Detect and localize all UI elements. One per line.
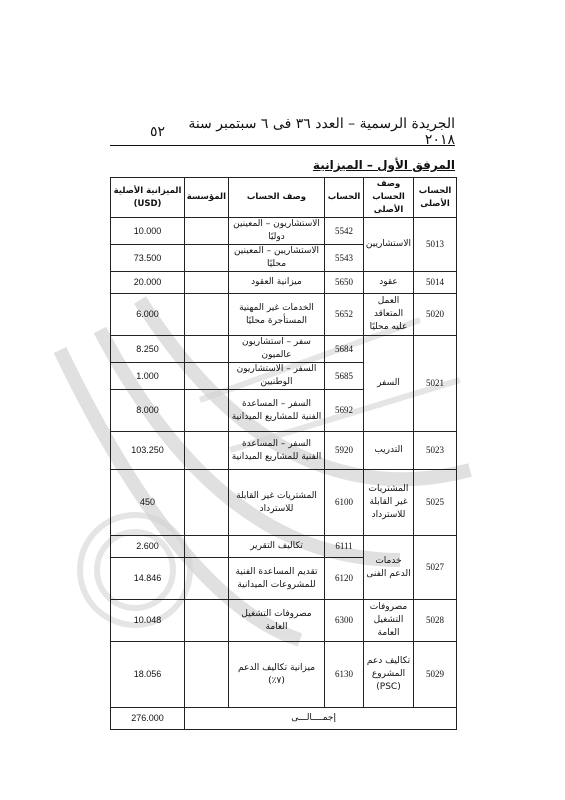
orig-account-cell: 5021 xyxy=(414,336,457,432)
header-institution: المؤسسة xyxy=(185,178,229,218)
orig-account-cell: 5025 xyxy=(414,470,457,536)
desc-cell: السفر – المساعدة الفنية للمشاريع الميدانية xyxy=(229,432,325,470)
account-cell: 5543 xyxy=(325,245,364,272)
total-label: إجمــــالـــى xyxy=(185,708,457,730)
total-row xyxy=(111,708,457,730)
orig-account-cell: 5014 xyxy=(414,272,457,294)
header-orig-desc: وصف الحساب الأصلى xyxy=(364,178,414,218)
table-row xyxy=(111,600,457,642)
account-cell: 5692 xyxy=(325,390,364,432)
budget-cell: 10.000 xyxy=(111,218,185,245)
institution-cell xyxy=(185,642,229,708)
institution-cell xyxy=(185,272,229,294)
table-row xyxy=(111,272,457,294)
orig-account-cell: 5020 xyxy=(414,294,457,336)
table-row xyxy=(111,470,457,536)
account-cell: 6300 xyxy=(325,600,364,642)
orig-desc-cell: التدريب xyxy=(364,432,414,470)
account-cell: 6100 xyxy=(325,470,364,536)
orig-desc-cell: عقود xyxy=(364,272,414,294)
institution-cell xyxy=(185,245,229,272)
header-desc: وصف الحساب xyxy=(229,178,325,218)
page-header xyxy=(150,116,455,148)
orig-desc-cell: السفر xyxy=(364,336,414,432)
institution-cell xyxy=(185,336,229,363)
account-cell: 6120 xyxy=(325,558,364,600)
desc-cell: المشتريات غير القابلة للاسترداد xyxy=(229,470,325,536)
account-cell: 5650 xyxy=(325,272,364,294)
institution-cell xyxy=(185,390,229,432)
orig-desc-cell: العمل المتعاقد عليه محليًا xyxy=(364,294,414,336)
orig-account-cell: 5029 xyxy=(414,642,457,708)
desc-cell: الاستشاريين – المعينين محليًا xyxy=(229,245,325,272)
account-cell: 6111 xyxy=(325,536,364,558)
budget-cell: 6.000 xyxy=(111,294,185,336)
budget-cell: 8.250 xyxy=(111,336,185,363)
desc-cell: سفر – استشاريون عالميون xyxy=(229,336,325,363)
orig-account-cell: 5027 xyxy=(414,536,457,600)
account-cell: 5652 xyxy=(325,294,364,336)
orig-desc-cell: المشتريات غير القابلة للاسترداد xyxy=(364,470,414,536)
orig-desc-cell: مصروفات التشغيل العامة xyxy=(364,600,414,642)
account-cell: 5685 xyxy=(325,363,364,390)
budget-cell: 2.600 xyxy=(111,536,185,558)
desc-cell: السفر – المساعدة الفنية للمشاريع الميدانية xyxy=(229,390,325,432)
budget-cell: 20.000 xyxy=(111,272,185,294)
budget-cell: 73.500 xyxy=(111,245,185,272)
page-number: ٥٢ xyxy=(150,124,166,140)
table-header-row xyxy=(111,178,457,218)
desc-cell: ميزانية تكاليف الدعم (٧٪) xyxy=(229,642,325,708)
budget-cell: 450 xyxy=(111,470,185,536)
institution-cell xyxy=(185,432,229,470)
orig-desc-cell: الاستشاريين xyxy=(364,218,414,272)
account-cell: 5542 xyxy=(325,218,364,245)
orig-account-cell: 5023 xyxy=(414,432,457,470)
header-orig-account: الحساب الأصلى xyxy=(414,178,457,218)
table-row xyxy=(111,536,457,558)
total-value: 276.000 xyxy=(111,708,185,730)
account-cell: 5920 xyxy=(325,432,364,470)
orig-account-cell: 5028 xyxy=(414,600,457,642)
institution-cell xyxy=(185,536,229,558)
budget-cell: 14.846 xyxy=(111,558,185,600)
institution-cell xyxy=(185,363,229,390)
table-row xyxy=(111,642,457,708)
institution-cell xyxy=(185,218,229,245)
budget-table xyxy=(110,177,457,730)
table-row xyxy=(111,218,457,245)
table-row xyxy=(111,336,457,363)
budget-cell: 103.250 xyxy=(111,432,185,470)
desc-cell: ميزانية العقود xyxy=(229,272,325,294)
institution-cell xyxy=(185,470,229,536)
header-budget: الميزانية الأصلية (USD) xyxy=(111,178,185,218)
institution-cell xyxy=(185,558,229,600)
table-row xyxy=(111,294,457,336)
desc-cell: مصروفات التشغيل العامة xyxy=(229,600,325,642)
orig-desc-cell: تكاليف دعم المشروع (PSC) xyxy=(364,642,414,708)
desc-cell: تقديم المساعدة الفنية للمشروعات الميدانية xyxy=(229,558,325,600)
budget-cell: 10.048 xyxy=(111,600,185,642)
section-title: المرفق الأول – الميزانية xyxy=(312,158,455,172)
header-account: الحساب xyxy=(325,178,364,218)
header-rule xyxy=(110,145,455,146)
desc-cell: الاستشاريون – المعينين دوليًا xyxy=(229,218,325,245)
account-cell: 6130 xyxy=(325,642,364,708)
gazette-title: الجريدة الرسمية – العدد ٣٦ فى ٦ سبتمبر سنة ٢٠١٨ xyxy=(188,116,455,148)
desc-cell: تكاليف التقرير xyxy=(229,536,325,558)
budget-cell: 18.056 xyxy=(111,642,185,708)
budget-cell: 8.000 xyxy=(111,390,185,432)
desc-cell: السفر – الاستشاريون الوطنيين xyxy=(229,363,325,390)
institution-cell xyxy=(185,600,229,642)
account-cell: 5684 xyxy=(325,336,364,363)
orig-desc-cell: خدمات الدعم الفنى xyxy=(364,536,414,600)
desc-cell: الخدمات غير المهنية المستأجرة محليًا xyxy=(229,294,325,336)
table-row xyxy=(111,432,457,470)
institution-cell xyxy=(185,294,229,336)
budget-cell: 1.000 xyxy=(111,363,185,390)
orig-account-cell: 5013 xyxy=(414,218,457,272)
